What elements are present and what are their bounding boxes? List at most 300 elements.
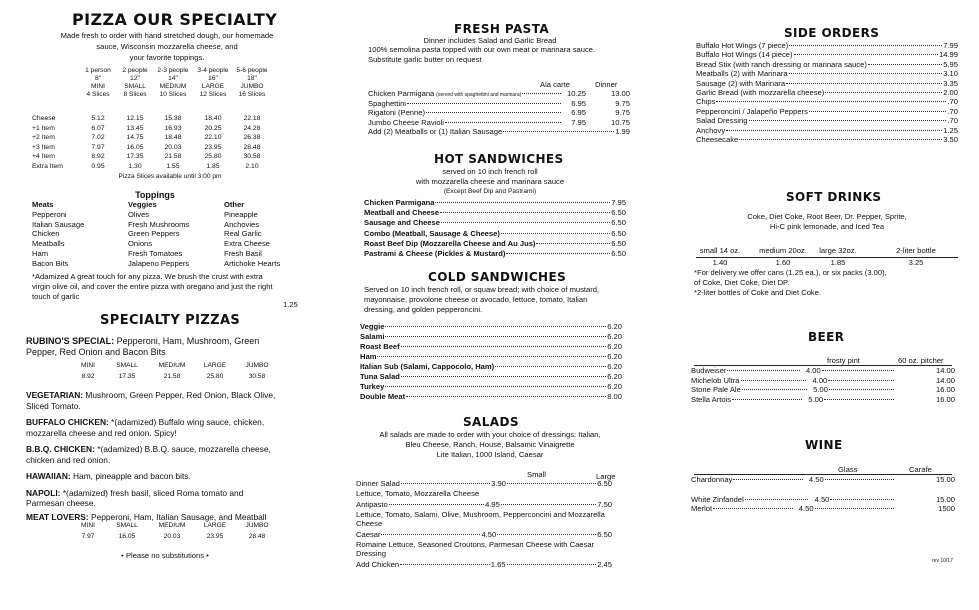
size-inch: 16" — [208, 75, 218, 82]
price-cell: 30.58 — [243, 153, 261, 161]
hot-sandwich-item — [364, 249, 626, 258]
size-slices: 8 Slices — [123, 91, 147, 98]
item-name: Turkey — [360, 382, 385, 391]
drinks-line: Hi-C pink lemonade, and Iced Tea — [769, 222, 885, 231]
size-price: 20.03 — [163, 533, 181, 540]
price-cell: 18.40 — [204, 115, 222, 122]
item-name: Caesar — [356, 529, 381, 539]
drink-size: small 14 oz. — [699, 246, 741, 255]
price-row-label: +3 Item — [32, 143, 55, 151]
item-name: Cheesecake — [696, 135, 739, 144]
middle-column — [350, 0, 630, 610]
price-row-label: Extra Item — [32, 163, 63, 170]
item-name: Chicken Parmigana — [364, 198, 435, 207]
item-price: 1500 — [938, 504, 956, 513]
item-price: .70 — [947, 106, 958, 116]
item-name: White Zinfandel — [691, 495, 744, 504]
wine-item — [691, 475, 955, 484]
item-price: 3.50 — [943, 135, 958, 144]
item-price: 14.00 — [936, 375, 956, 385]
item-price: 6.20 — [607, 352, 622, 361]
item-price-small: 4.50 — [481, 529, 497, 539]
item-price: 15.00 — [935, 475, 955, 484]
rubino-special — [26, 336, 306, 358]
adamized-price: 1.25 — [283, 300, 298, 309]
item-price: 16.00 — [936, 394, 956, 404]
topping-item: Fresh Tomatoes — [128, 249, 183, 258]
item-name: Stella Artois — [691, 394, 732, 404]
size-name: MINI — [81, 362, 95, 369]
size-name: SMALL — [116, 362, 138, 369]
intro-line: sauce, Wisconsin mozzarella cheese, and — [96, 42, 238, 51]
item-name: Combo (Meatball, Sausage & Cheese) — [364, 228, 500, 238]
item-name: Spaghettini — [368, 98, 406, 108]
item-price: 7.99 — [943, 41, 958, 50]
salads-col-small: Small — [527, 470, 546, 479]
dot-leader — [445, 122, 561, 123]
topping-item: Meats — [32, 200, 54, 209]
specialty-desc: chicken and red onion. — [26, 454, 111, 465]
drinks-size-grid — [688, 246, 978, 270]
beer-item — [691, 366, 955, 375]
item-price: 6.20 — [607, 362, 622, 371]
toppings-list — [32, 200, 302, 270]
side-order-item — [696, 107, 958, 116]
topping-item: Green Peppers — [128, 229, 180, 239]
price-cell: 8.92 — [91, 153, 105, 161]
item-price: 6.50 — [611, 249, 626, 258]
cold-sandwich-item — [360, 382, 622, 391]
price-cell: 1.85 — [206, 163, 220, 170]
intro-line: Bleu Cheese, Ranch, House, Balsamic Vinaigrette — [405, 440, 575, 449]
price-cell: 16.05 — [126, 143, 144, 151]
item-price: 4.00 — [805, 366, 821, 375]
item-price: 6.50 — [611, 208, 626, 218]
hot-sub-note: (Except Beef Dip and Pastrami) — [443, 188, 537, 195]
item-name: Rigatoni (Penne) — [368, 108, 425, 117]
hot-sandwich-item — [364, 218, 626, 227]
dot-leader — [440, 212, 610, 213]
item-name: Roast Beef Dip (Mozzarella Cheese and Au Jus) — [364, 238, 536, 248]
intro-line: 100% semolina pasta topped with our own meat or marinara sauce. — [368, 45, 596, 54]
item-name: Pastrami & Cheese (Pickles & Mustard) — [364, 249, 506, 258]
specialty-desc: Mushroom, Green Pepper, Red Onion, Black Olive, — [85, 390, 276, 400]
dot-leader — [742, 389, 807, 390]
item-price: 16.00 — [936, 385, 956, 395]
dot-leader — [732, 399, 802, 400]
item-price: 7.95 — [611, 198, 626, 207]
item-price: 4.00 — [812, 375, 828, 385]
pasta-item — [368, 108, 630, 117]
hot-sandwich-item — [364, 239, 626, 248]
price-cell: 28.48 — [243, 143, 261, 151]
price-cell: 14.75 — [126, 134, 144, 142]
item-name: Michelob Ultra — [691, 375, 740, 385]
intro-line: Served on 10 inch french roll, or squaw bread; with choice of mustard, — [364, 285, 600, 294]
intro-line: with mozzarella cheese and marinara sauce — [415, 177, 565, 186]
meat-lovers-name: MEAT LOVERS: — [26, 512, 89, 522]
pasta-add-meatballs — [368, 127, 630, 136]
cold-title: COLD SANDWICHES — [428, 270, 567, 284]
size-price: 17.35 — [118, 373, 136, 380]
dot-leader — [507, 564, 597, 565]
specialty-name: BUFFALO CHICKEN: — [26, 417, 109, 427]
item-price: 6.95 — [571, 98, 586, 108]
wine-col-carafe: Carafe — [909, 465, 932, 474]
size-name: JUMBO — [240, 83, 264, 90]
price-cell: 22.10 — [204, 134, 222, 142]
dot-leader — [522, 93, 561, 94]
pasta-col-carte: Ala carte — [540, 80, 570, 89]
cold-intro — [364, 285, 630, 315]
item-price: 4.50 — [808, 475, 824, 484]
drinks-list-text — [688, 212, 966, 232]
specialty-title: SPECIALTY PIZZAS — [100, 313, 241, 328]
item-price: 9.75 — [615, 98, 630, 108]
size-slices: 4 Slices — [86, 91, 110, 98]
item-name: Chips — [696, 97, 716, 107]
size-name: JUMBO — [245, 522, 269, 529]
dot-leader — [745, 499, 809, 500]
drinks-line: Coke, Diet Coke, Root Beer, Dr. Pepper, Sprite, — [747, 212, 907, 221]
size-slices: 10 Slices — [159, 91, 187, 98]
price-cell: 12.15 — [126, 115, 144, 122]
item-price: 5.95 — [943, 59, 958, 69]
cold-sandwich-item — [360, 322, 622, 331]
size-name: MEDIUM — [158, 522, 186, 529]
price-cell: 23.95 — [204, 143, 222, 151]
item-price: 14.99 — [938, 50, 958, 60]
dot-leader — [497, 534, 596, 535]
item-price-large: 6.50 — [597, 479, 612, 488]
rubino-desc-2: Pepper, Red Onion and Bacon Bits — [26, 347, 166, 357]
rubino-desc-1: Pepperoni, Ham, Mushroom, Green — [116, 336, 260, 346]
specialty-desc: *(adamized) fresh basil, sliced Roma tomato and — [62, 487, 244, 498]
dot-leader — [441, 222, 610, 223]
topping-item: Other — [224, 200, 245, 209]
dot-leader — [726, 130, 942, 131]
cold-sandwich-item — [360, 352, 622, 361]
item-name: Veggie — [360, 322, 385, 331]
item-price: 3.10 — [943, 69, 958, 79]
item-price: 6.50 — [611, 238, 626, 248]
dot-leader — [824, 399, 894, 400]
price-cell: 6.07 — [91, 124, 105, 132]
size-inch: 8" — [94, 75, 101, 82]
intro-line: Lite Italian, 1000 Island, Caesar — [436, 450, 544, 459]
item-price: 15.00 — [936, 495, 956, 504]
item-price: 4.50 — [814, 495, 830, 504]
hot-sandwich-item — [364, 229, 626, 238]
item-name: Meatballs (2) with Marinara — [696, 69, 788, 79]
intro-line: Dinner includes Salad and Garlic Bread — [423, 36, 557, 45]
side-order-item — [696, 97, 958, 106]
cold-sandwich-item — [360, 332, 622, 341]
specialty-name: B.B.Q. CHICKEN: — [26, 444, 95, 454]
price-cell: 15.38 — [164, 115, 182, 122]
price-row-label: +2 Item — [32, 134, 55, 142]
item-name: Chicken Parmigana — [368, 89, 435, 98]
topping-item: Pepperoni — [32, 209, 67, 219]
specialty-desc: *(adamized) Buffalo wing sauce, chicken, — [111, 417, 265, 427]
side-order-item — [696, 126, 958, 135]
meat-lovers-price-grid — [0, 522, 310, 546]
size-name: MINI — [81, 522, 95, 529]
size-people: 5-6 people — [236, 67, 268, 74]
item-price-small: 1.65 — [490, 559, 506, 569]
dot-leader — [495, 366, 606, 367]
item-name: Sausage (2) with Marinara — [696, 78, 786, 88]
no-substitutions: • Please no substitutions • — [121, 551, 209, 560]
pizza-column — [0, 0, 310, 610]
item-name: Antipasto — [356, 499, 388, 509]
specialty-desc: Parmesan cheese. — [26, 498, 96, 508]
item-name: Ham — [360, 352, 377, 361]
dot-leader — [507, 483, 596, 484]
dot-leader — [385, 326, 606, 327]
item-name: Chardonnay — [691, 475, 733, 484]
dot-leader — [385, 386, 606, 387]
item-price-large: 7.50 — [597, 499, 613, 509]
size-name: JUMBO — [245, 362, 269, 369]
dot-leader — [401, 483, 490, 484]
item-price: 3.35 — [943, 78, 958, 88]
specialty-desc: Ham, pineapple and bacon bits. — [73, 471, 191, 481]
size-price: 23.95 — [206, 533, 224, 540]
price-cell: 7.97 — [91, 143, 105, 151]
dot-leader — [503, 131, 614, 132]
side-order-item — [696, 116, 958, 125]
item-price: 6.50 — [611, 218, 626, 228]
specialty-name: NAPOLI: — [26, 487, 61, 498]
salad-item — [356, 560, 612, 569]
beer-item — [691, 376, 955, 385]
topping-item: Extra Cheese — [224, 239, 271, 249]
drink-size: 2-liter bottle — [896, 246, 936, 255]
topping-item: Fresh Basil — [224, 249, 262, 258]
item-name: Buffalo Hot Wings (7 piece) — [696, 41, 789, 50]
price-cell: 16.93 — [164, 124, 182, 132]
adamized-note — [32, 272, 308, 302]
item-name: Merlot — [691, 504, 713, 513]
dot-leader — [385, 336, 606, 337]
item-price: 14.00 — [935, 366, 955, 375]
item-price: 10.25 — [566, 89, 586, 98]
item-name: Budweiser — [691, 366, 727, 375]
dot-leader — [789, 73, 943, 74]
drinks-note: *For delivery we offer cans (1.25 ea.), or six packs (3.00), — [694, 268, 887, 277]
specialty-item — [26, 390, 308, 411]
dot-leader — [749, 120, 947, 121]
size-price: 7.97 — [81, 533, 95, 540]
item-price: 6.20 — [607, 372, 622, 381]
wine-item — [691, 495, 955, 504]
salad-item — [356, 500, 612, 509]
drink-price: 1.85 — [830, 258, 846, 267]
side-order-item — [696, 41, 958, 50]
size-people: 2-3 people — [157, 67, 189, 74]
sides-title: SIDE ORDERS — [784, 26, 880, 40]
toppings-title: Toppings — [135, 190, 175, 200]
item-price: 13.00 — [610, 89, 630, 98]
drinks-notes — [694, 268, 974, 298]
cold-sandwich-item — [360, 342, 622, 351]
hot-intro — [350, 167, 630, 197]
intro-line: your favorite toppings. — [129, 53, 205, 62]
item-name: Add (2) Meatballs or (1) Italian Sausage — [368, 127, 503, 136]
dot-leader — [506, 253, 610, 254]
item-price-large: 6.50 — [597, 529, 613, 539]
item-price: 6.50 — [611, 228, 626, 238]
item-name: Buffalo Hot Wings (14 piece) — [696, 50, 793, 60]
drinks-note: *2-liter bottles of Coke and Diet Coke. — [694, 288, 822, 297]
dot-leader — [407, 103, 561, 104]
footer-code: rev 10/17 — [932, 558, 953, 564]
dot-leader — [868, 64, 942, 65]
intro-line: dressing, and golden pepperoncini. — [364, 305, 483, 314]
drink-size: medium 20oz. — [759, 246, 807, 255]
price-cell: 5.12 — [91, 115, 105, 122]
size-people: 1 person — [85, 67, 111, 74]
dot-leader — [716, 101, 946, 102]
item-price: 1.25 — [943, 125, 958, 135]
rubino-price-grid — [0, 362, 310, 386]
size-price: 30.58 — [248, 373, 266, 380]
price-cell: 0.95 — [91, 163, 105, 170]
pizza-price-grid — [0, 115, 310, 175]
beer-item — [691, 385, 955, 394]
size-people: 2 people — [122, 67, 148, 74]
item-name: Anchovy — [696, 125, 726, 135]
item-price: 2.00 — [943, 88, 958, 97]
dot-leader — [435, 202, 610, 203]
salad-desc: Lettuce, Tomato, Mozzarella Cheese — [356, 489, 480, 498]
item-name: Pepperoncini / Jalapeño Peppers — [696, 106, 808, 116]
side-order-item — [696, 60, 958, 69]
dot-leader — [741, 380, 807, 381]
wine-col-glass: Glass — [838, 465, 858, 474]
pasta-title: FRESH PASTA — [454, 22, 550, 36]
dot-leader — [401, 346, 607, 347]
topping-item: Chicken — [32, 229, 60, 239]
dot-leader — [825, 92, 942, 93]
meat-lovers — [26, 512, 308, 522]
price-cell: 20.25 — [204, 124, 222, 132]
size-inch: 12" — [130, 75, 140, 82]
topping-item: Pineapple — [224, 209, 258, 219]
rubino-name: RUBINO'S SPECIAL: — [26, 336, 115, 346]
item-name: Stone Pale Ale — [691, 385, 741, 395]
salad-desc: Lettuce, Tomato, Salami, Olive, Mushroom, Pepperconcini and Mozzarella — [356, 509, 605, 519]
beer-col-pint: frosty pint — [827, 356, 860, 365]
item-name: Sausage and Cheese — [364, 218, 440, 228]
drink-price: 1.40 — [712, 258, 728, 267]
salad-desc: Romaine Lettuce, Seasoned Croutons, Parmesan Cheese with Caesar — [356, 539, 595, 549]
item-price: .70 — [947, 116, 958, 126]
size-name: LARGE — [203, 522, 227, 529]
right-column — [688, 0, 979, 610]
price-cell: 18.48 — [164, 134, 182, 142]
drinks-note: of Coke, Diet Coke, Diet DP. — [694, 278, 790, 287]
item-name: Double Meat — [360, 392, 406, 401]
meat-lovers-desc: Pepperoni, Ham, Italian Sausage, and Meatball — [90, 512, 267, 522]
dot-leader — [825, 479, 894, 480]
dot-leader — [389, 504, 484, 505]
dot-leader — [822, 370, 894, 371]
item-name: Bread Stix (with ranch dressing or marinara sauce) — [696, 59, 867, 69]
topping-item: Onions — [128, 239, 153, 249]
item-price: 6.20 — [607, 342, 622, 351]
item-name: Tuna Salad — [360, 372, 400, 381]
intro-line: Made fresh to order with hand stretched dough, our homemade — [60, 31, 274, 40]
item-name: Dinner Salad — [356, 479, 400, 488]
dot-leader — [809, 111, 947, 112]
price-cell: 7.02 — [91, 134, 105, 142]
topping-item: Fresh Mushrooms — [128, 219, 190, 229]
price-cell: 24.28 — [243, 124, 261, 132]
side-order-item — [696, 135, 958, 144]
item-price-small: 3.90 — [491, 479, 506, 488]
specialty-name: VEGETARIAN: — [26, 390, 84, 400]
item-name: Add Chicken — [356, 559, 400, 569]
item-name: Italian Sub (Salami, Cappocolo, Ham) — [360, 362, 495, 371]
size-name: LARGE — [203, 362, 227, 369]
beer-col-pitcher: 60 oz. pitcher — [898, 356, 944, 365]
size-people: 3-4 people — [197, 67, 229, 74]
price-cell: 25.80 — [204, 153, 222, 161]
price-cell: 26.38 — [243, 134, 261, 142]
size-price: 8.92 — [81, 373, 95, 380]
salads-title: SALADS — [463, 415, 519, 429]
side-order-item — [696, 88, 958, 97]
side-order-item — [696, 79, 958, 88]
salads-intro — [350, 430, 630, 460]
specialty-desc: Sliced Tomato. — [26, 400, 81, 411]
dot-leader — [426, 112, 561, 113]
pizza-intro — [36, 30, 298, 63]
size-name: MEDIUM — [158, 362, 186, 369]
price-cell: 13.45 — [126, 124, 144, 132]
topping-item: Italian Sausage — [32, 219, 85, 229]
item-price: 1.99 — [615, 127, 630, 136]
side-order-item — [696, 50, 958, 59]
dot-leader — [727, 370, 799, 371]
intro-line: Substitute garlic butter on request — [368, 54, 482, 64]
item-price: 8.00 — [607, 392, 622, 401]
dot-leader — [786, 83, 942, 84]
dot-leader — [789, 45, 942, 46]
adamized-line: touch of garlic — [32, 292, 80, 301]
drink-size: large 32oz. — [819, 246, 857, 255]
salad-desc: Dressing — [356, 549, 386, 558]
adamized-line: *Adamized A great touch for any pizza. We brush the crust with extra — [32, 272, 263, 281]
price-cell: 17.35 — [126, 153, 144, 161]
dot-leader — [829, 389, 894, 390]
dot-leader — [377, 356, 606, 357]
drink-price: 1.60 — [775, 258, 791, 267]
item-name: Garlic Bread (with mozzarella cheese) — [696, 88, 825, 97]
price-row-label: Cheese — [32, 115, 56, 122]
price-cell: 21.58 — [164, 153, 182, 161]
item-price-small: 4.95 — [485, 499, 500, 509]
dot-leader — [381, 534, 480, 535]
drinks-title: SOFT DRINKS — [786, 190, 882, 204]
item-price: 4.50 — [798, 504, 814, 513]
item-name: Meatball and Cheese — [364, 208, 440, 218]
salads-col-large: Large — [596, 472, 616, 481]
specialty-item — [26, 471, 308, 482]
dot-leader — [401, 376, 606, 377]
